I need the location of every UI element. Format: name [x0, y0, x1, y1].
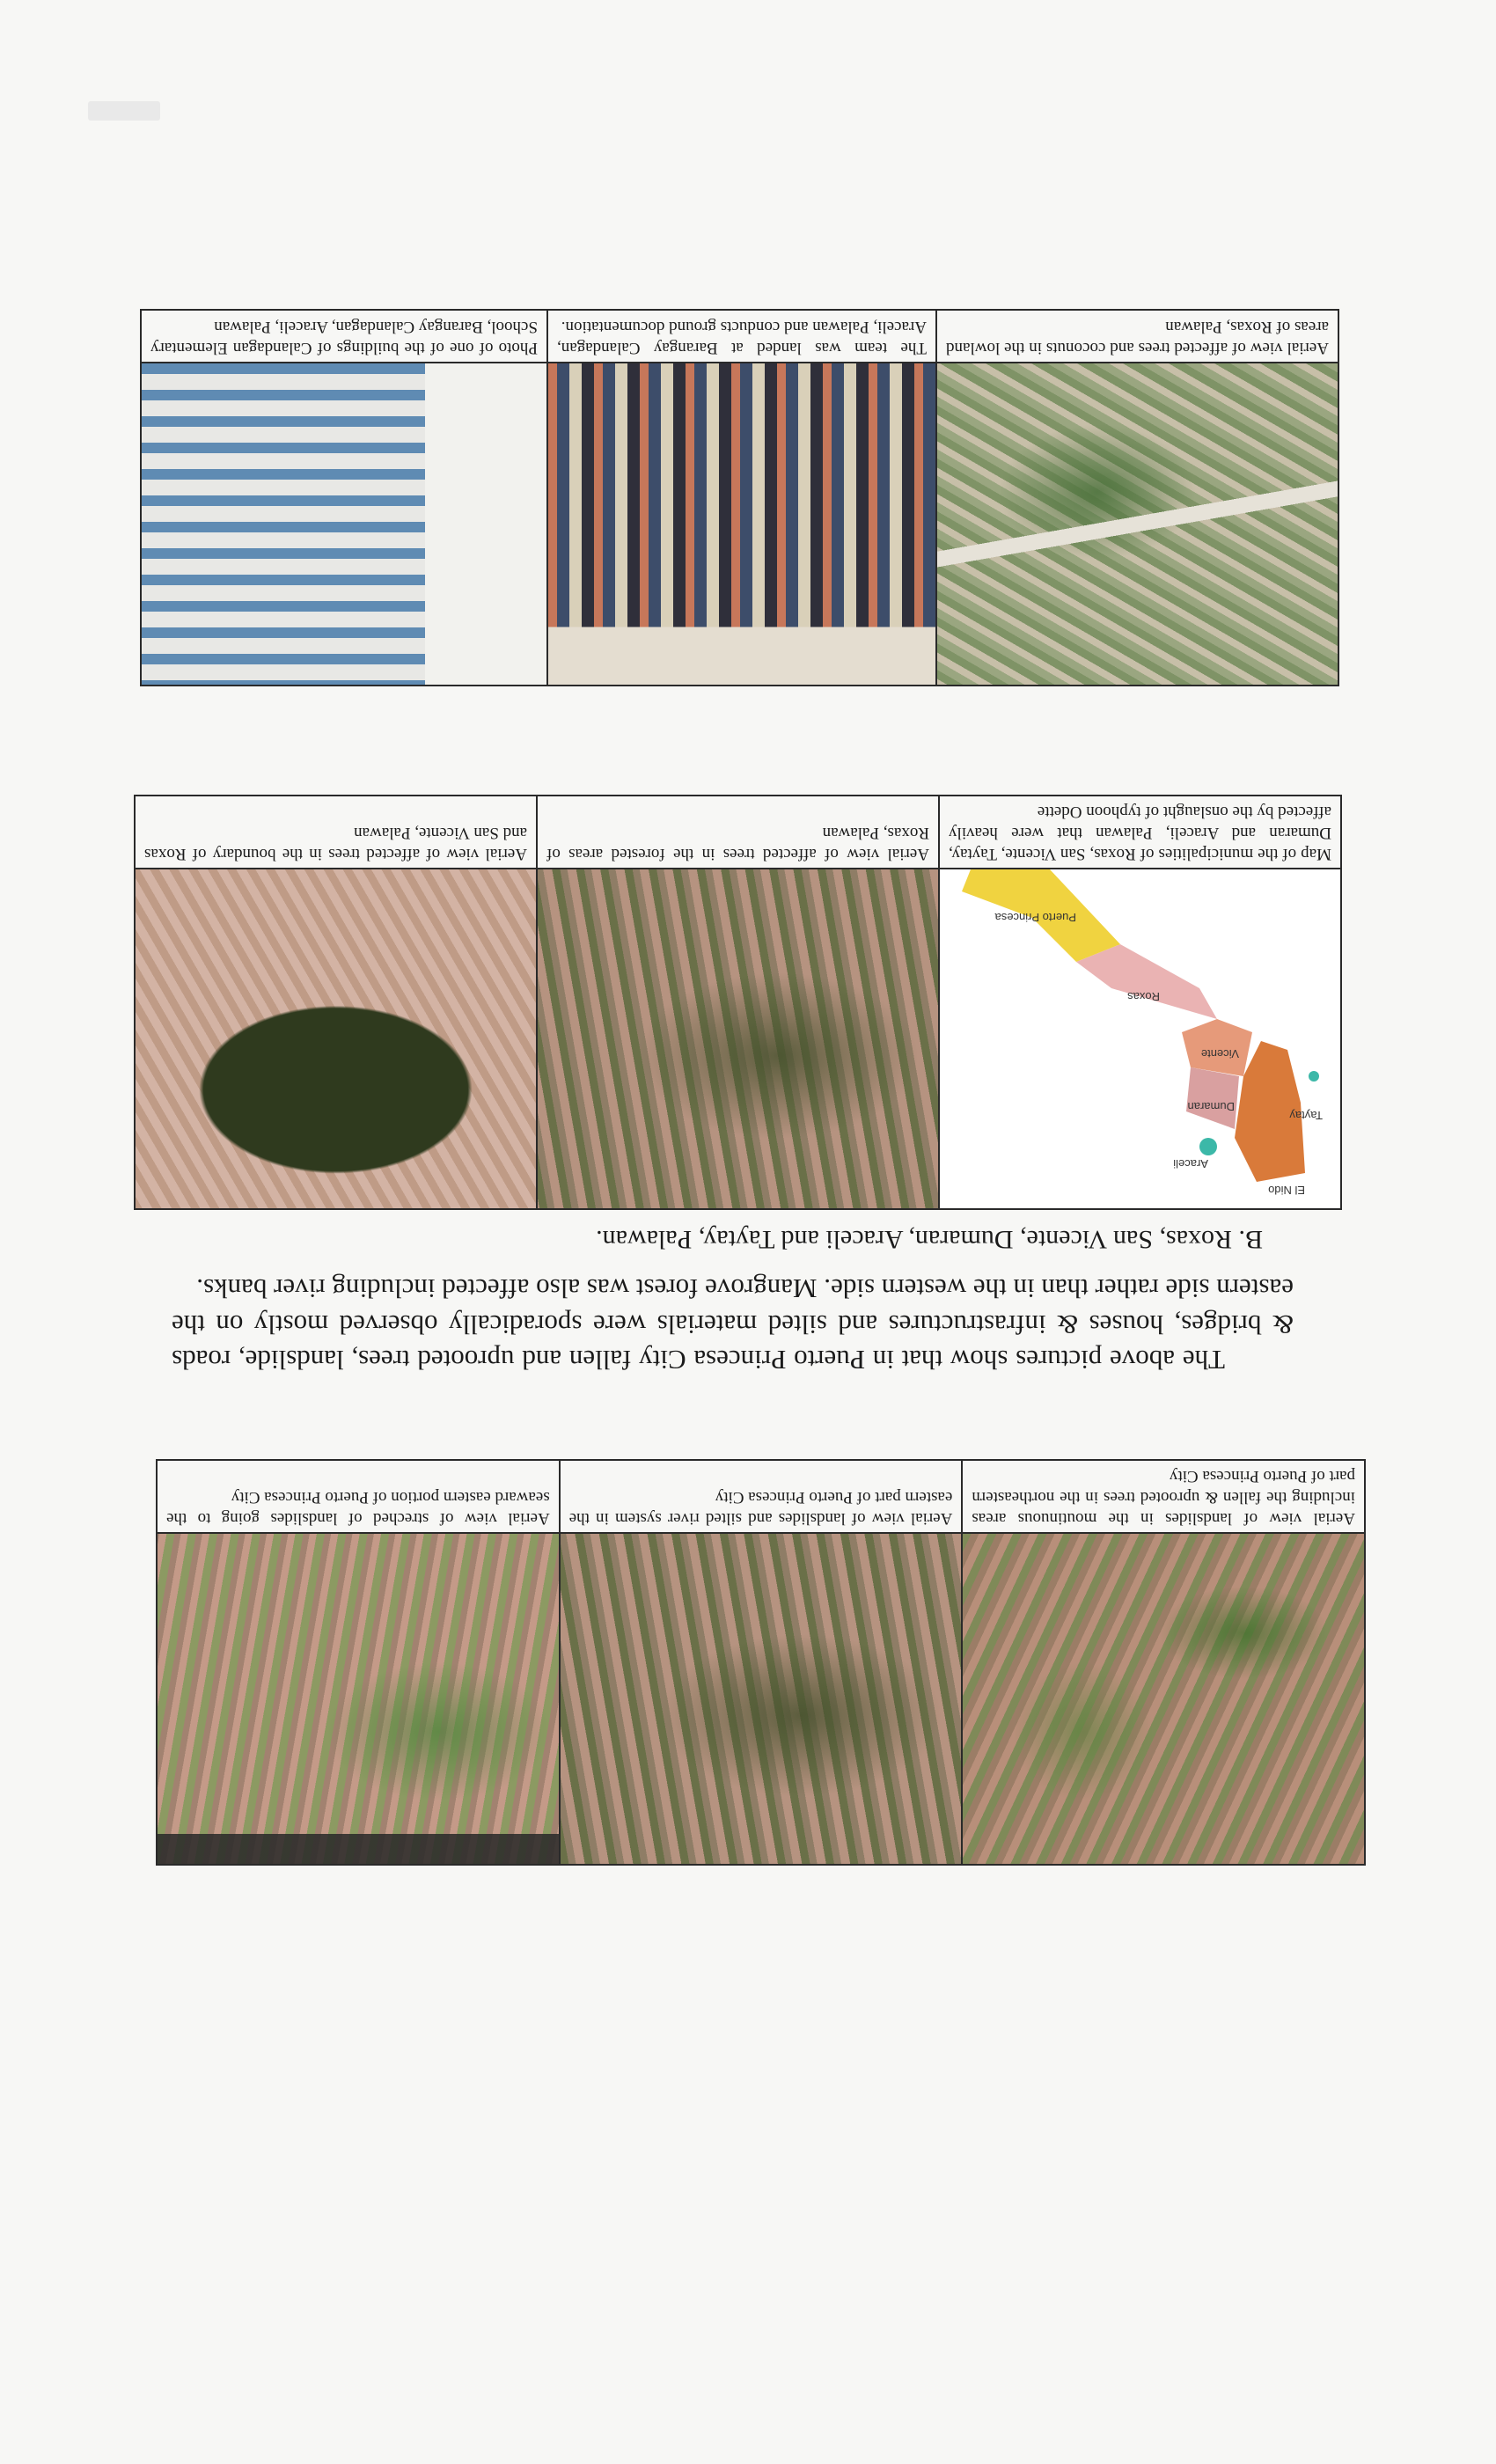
summary-paragraph: The above pictures show that in Puerto Princesa City fallen and uprooted trees, landslide, roads & bridges, houses & infrastructures and silted materials were sporadically observed mostly on the eastern side rather than in the western side. Mangrove forest was also affected including river banks.: [172, 1273, 1294, 1375]
caption-map: Map of the municipalities of Roxas, San Vicente, Taytay, Dumaran and Araceli, Palawan that were heavily affected by the onslaught of typhoon Odette: [949, 803, 1331, 863]
map-island: [1309, 1071, 1319, 1082]
photo-team-calandagan: [548, 363, 935, 685]
caption-silted-river-east: Aerial view of landslides and silted river system in the eastern part of Puerto Princesa City: [568, 1488, 953, 1528]
caption-team-calandagan: The team was landed at Barangay Calandagan, Araceli, Palawan and conducts ground documentation.: [557, 318, 927, 357]
caption-lowland-roxas: Aerial view of affected trees and coconuts in the lowland areas of Roxas, Palawan: [946, 318, 1329, 357]
map-label-vicente: Vicente: [1200, 1047, 1239, 1060]
map-label-puerto-princesa: Puerto Princesa: [994, 911, 1076, 924]
scan-mark: [88, 101, 160, 121]
photo-table-puerto-princesa: [156, 1459, 1366, 1866]
photo-table-roxas-area: [134, 795, 1342, 1210]
map-region-dumaran: [1186, 1067, 1239, 1129]
caption-landslides-seaward: Aerial view of streched of landslides going to the seaward eastern portion of Puerto Princesa City: [166, 1488, 550, 1528]
photo-calandagan-school: [142, 363, 546, 685]
section-heading-b: B. Roxas, San Vicente, Dumaran, Araceli and Taytay, Palawan.: [596, 1225, 1263, 1254]
caption-calandagan-school: Photo of one of the buildings of Calandagan Elementary School, Barangay Calandagan, Araceli, Palawan: [150, 318, 538, 357]
photo-forested-roxas: [538, 869, 938, 1208]
map-label-taytay: Taytay: [1289, 1109, 1323, 1122]
map-label-araceli: Araceli: [1173, 1157, 1208, 1170]
caption-forested-roxas: Aerial view of affected trees in the forested areas of Roxas, Palawan: [546, 824, 929, 863]
map-island-araceli: [1199, 1138, 1217, 1155]
map-region-roxas: [1076, 944, 1217, 1019]
map-label-dumaran: Dumaran: [1187, 1100, 1235, 1113]
map-svg: [940, 869, 1340, 1208]
map-label-el-nido: El Nido: [1268, 1184, 1305, 1197]
municipalities-map: [940, 869, 1340, 1208]
map-label-roxas: Roxas: [1127, 990, 1160, 1003]
photo-boundary-roxas-san-vicente: [136, 869, 536, 1208]
photo-landslides-northeast: [963, 1534, 1364, 1864]
caption-landslides-northeast: Aerial view of landslides in the moutinuous areas including the fallen & uprooted trees in the northeastern part of Puerto Princesa City: [972, 1467, 1355, 1528]
photo-landslides-seaward: [158, 1534, 559, 1864]
caption-boundary-roxas-san-vicente: Aerial view of affected trees in the boundary of Roxas and San Vicente, Palawan: [144, 824, 527, 863]
photo-lowland-roxas: [937, 363, 1338, 685]
photo-silted-river-east: [561, 1534, 962, 1864]
photo-table-araceli: [140, 310, 1339, 687]
